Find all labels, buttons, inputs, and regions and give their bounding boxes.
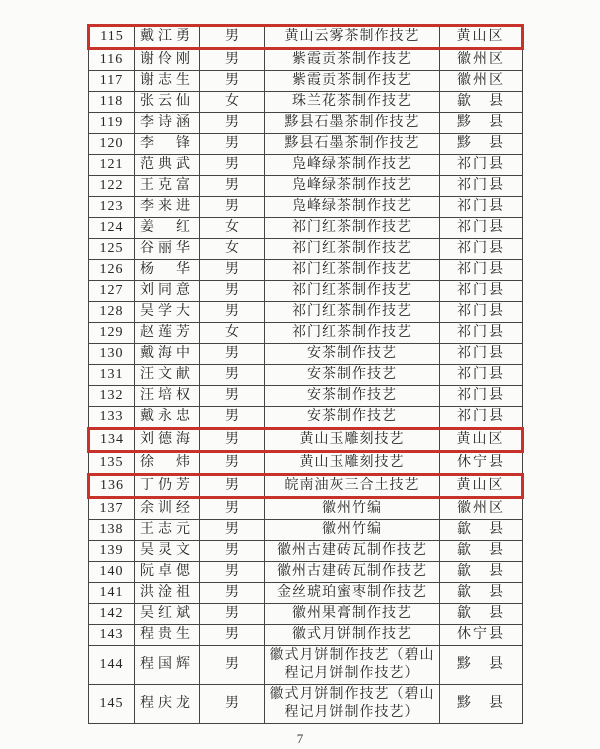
row-number-cell: 145 <box>89 685 135 724</box>
region-cell: 黟 县 <box>440 685 523 724</box>
technique-cell: 珠兰花茶制作技艺 <box>265 92 440 113</box>
table-row <box>89 323 523 344</box>
gender-cell: 男 <box>200 407 265 429</box>
region-cell: 黄山区 <box>440 475 523 498</box>
name-cell: 徐 炜 <box>135 452 200 475</box>
table-row <box>89 260 523 281</box>
gender-cell: 男 <box>200 625 265 646</box>
region-cell: 祁门县 <box>440 218 523 239</box>
region-cell: 徽州区 <box>440 498 523 520</box>
row-number-cell: 132 <box>89 386 135 407</box>
gender-cell: 男 <box>200 646 265 685</box>
technique-cell: 徽式月饼制作技艺（碧山程记月饼制作技艺） <box>265 685 440 724</box>
technique-cell: 安茶制作技艺 <box>265 365 440 386</box>
row-number-cell: 128 <box>89 302 135 323</box>
row-number-cell: 127 <box>89 281 135 302</box>
name-cell: 阮卓偲 <box>135 562 200 583</box>
row-number-cell: 140 <box>89 562 135 583</box>
row-number-cell: 144 <box>89 646 135 685</box>
gender-cell: 男 <box>200 604 265 625</box>
table-row <box>89 429 523 452</box>
table-row <box>89 452 523 475</box>
gender-cell: 男 <box>200 344 265 365</box>
gender-cell: 男 <box>200 429 265 452</box>
name-cell: 汪培权 <box>135 386 200 407</box>
table-row <box>89 583 523 604</box>
row-number-cell: 129 <box>89 323 135 344</box>
row-number-cell: 116 <box>89 49 135 71</box>
gender-cell: 男 <box>200 583 265 604</box>
table-row <box>89 625 523 646</box>
table-row <box>89 498 523 520</box>
technique-cell: 祁门红茶制作技艺 <box>265 281 440 302</box>
technique-cell: 徽州古建砖瓦制作技艺 <box>265 562 440 583</box>
row-number-cell: 126 <box>89 260 135 281</box>
technique-cell: 徽州竹编 <box>265 498 440 520</box>
technique-cell: 凫峰绿茶制作技艺 <box>265 176 440 197</box>
gender-cell: 男 <box>200 685 265 724</box>
technique-cell: 祁门红茶制作技艺 <box>265 302 440 323</box>
technique-cell: 安茶制作技艺 <box>265 407 440 429</box>
table-row <box>89 113 523 134</box>
region-cell: 祁门县 <box>440 386 523 407</box>
region-cell: 歙 县 <box>440 541 523 562</box>
gender-cell: 男 <box>200 386 265 407</box>
region-cell: 祁门县 <box>440 302 523 323</box>
table-row <box>89 26 523 49</box>
row-number-cell: 118 <box>89 92 135 113</box>
table-row <box>89 685 523 724</box>
craft-inheritors-table <box>87 24 524 724</box>
row-number-cell: 131 <box>89 365 135 386</box>
region-cell: 祁门县 <box>440 344 523 365</box>
region-cell: 黟 县 <box>440 646 523 685</box>
page-number: 7 <box>296 731 304 746</box>
gender-cell: 男 <box>200 113 265 134</box>
name-cell: 程贵生 <box>135 625 200 646</box>
region-cell: 歙 县 <box>440 520 523 541</box>
gender-cell: 男 <box>200 197 265 218</box>
table-row <box>89 218 523 239</box>
gender-cell: 男 <box>200 452 265 475</box>
technique-cell: 徽式月饼制作技艺（碧山程记月饼制作技艺） <box>265 646 440 685</box>
name-cell: 张云仙 <box>135 92 200 113</box>
row-number-cell: 125 <box>89 239 135 260</box>
name-cell: 戴永忠 <box>135 407 200 429</box>
technique-cell: 黟县石墨茶制作技艺 <box>265 134 440 155</box>
row-number-cell: 141 <box>89 583 135 604</box>
region-cell: 祁门县 <box>440 155 523 176</box>
region-cell: 黄山区 <box>440 26 523 49</box>
row-number-cell: 135 <box>89 452 135 475</box>
row-number-cell: 120 <box>89 134 135 155</box>
technique-cell: 金丝琥珀蜜枣制作技艺 <box>265 583 440 604</box>
name-cell: 余训经 <box>135 498 200 520</box>
table-row <box>89 541 523 562</box>
gender-cell: 女 <box>200 323 265 344</box>
gender-cell: 男 <box>200 176 265 197</box>
row-number-cell: 139 <box>89 541 135 562</box>
row-number-cell: 123 <box>89 197 135 218</box>
technique-cell: 徽式月饼制作技艺 <box>265 625 440 646</box>
gender-cell: 男 <box>200 260 265 281</box>
name-cell: 吴红斌 <box>135 604 200 625</box>
region-cell: 休宁县 <box>440 625 523 646</box>
technique-cell: 徽州古建砖瓦制作技艺 <box>265 541 440 562</box>
name-cell: 谷丽华 <box>135 239 200 260</box>
gender-cell: 男 <box>200 302 265 323</box>
technique-cell: 黟县石墨茶制作技艺 <box>265 113 440 134</box>
region-cell: 祁门县 <box>440 239 523 260</box>
region-cell: 祁门县 <box>440 197 523 218</box>
table-row <box>89 155 523 176</box>
technique-cell: 祁门红茶制作技艺 <box>265 239 440 260</box>
technique-cell: 祁门红茶制作技艺 <box>265 323 440 344</box>
table-row <box>89 386 523 407</box>
table-row <box>89 176 523 197</box>
name-cell: 刘同意 <box>135 281 200 302</box>
name-cell: 谢志生 <box>135 71 200 92</box>
technique-cell: 凫峰绿茶制作技艺 <box>265 155 440 176</box>
row-number-cell: 119 <box>89 113 135 134</box>
region-cell: 黄山区 <box>440 429 523 452</box>
technique-cell: 祁门红茶制作技艺 <box>265 218 440 239</box>
name-cell: 王克富 <box>135 176 200 197</box>
name-cell: 程庆龙 <box>135 685 200 724</box>
technique-cell: 徽州竹编 <box>265 520 440 541</box>
row-number-cell: 134 <box>89 429 135 452</box>
table-row <box>89 281 523 302</box>
row-number-cell: 121 <box>89 155 135 176</box>
table-row <box>89 365 523 386</box>
row-number-cell: 143 <box>89 625 135 646</box>
region-cell: 祁门县 <box>440 281 523 302</box>
table-row <box>89 71 523 92</box>
table-row <box>89 134 523 155</box>
technique-cell: 紫霞贡茶制作技艺 <box>265 49 440 71</box>
name-cell: 刘德海 <box>135 429 200 452</box>
gender-cell: 男 <box>200 281 265 302</box>
row-number-cell: 117 <box>89 71 135 92</box>
name-cell: 谢伶刚 <box>135 49 200 71</box>
table-row <box>89 344 523 365</box>
name-cell: 李 锋 <box>135 134 200 155</box>
row-number-cell: 133 <box>89 407 135 429</box>
region-cell: 歙 县 <box>440 92 523 113</box>
row-number-cell: 137 <box>89 498 135 520</box>
table-body <box>89 26 523 724</box>
gender-cell: 男 <box>200 134 265 155</box>
region-cell: 歙 县 <box>440 562 523 583</box>
row-number-cell: 136 <box>89 475 135 498</box>
region-cell: 祁门县 <box>440 176 523 197</box>
name-cell: 丁仍芳 <box>135 475 200 498</box>
name-cell: 戴海中 <box>135 344 200 365</box>
gender-cell: 女 <box>200 239 265 260</box>
name-cell: 姜 红 <box>135 218 200 239</box>
region-cell: 祁门县 <box>440 323 523 344</box>
technique-cell: 安茶制作技艺 <box>265 344 440 365</box>
table-row <box>89 302 523 323</box>
technique-cell: 黄山云雾茶制作技艺 <box>265 26 440 49</box>
region-cell: 徽州区 <box>440 71 523 92</box>
gender-cell: 男 <box>200 498 265 520</box>
region-cell: 祁门县 <box>440 260 523 281</box>
name-cell: 杨 华 <box>135 260 200 281</box>
gender-cell: 女 <box>200 92 265 113</box>
table-row <box>89 475 523 498</box>
table-row <box>89 92 523 113</box>
name-cell: 赵莲芳 <box>135 323 200 344</box>
row-number-cell: 115 <box>89 26 135 49</box>
gender-cell: 男 <box>200 520 265 541</box>
region-cell: 祁门县 <box>440 407 523 429</box>
table-row <box>89 197 523 218</box>
table-row <box>89 49 523 71</box>
table-row <box>89 646 523 685</box>
name-cell: 李来进 <box>135 197 200 218</box>
name-cell: 程国辉 <box>135 646 200 685</box>
row-number-cell: 138 <box>89 520 135 541</box>
region-cell: 祁门县 <box>440 365 523 386</box>
row-number-cell: 142 <box>89 604 135 625</box>
gender-cell: 男 <box>200 562 265 583</box>
name-cell: 李诗涵 <box>135 113 200 134</box>
name-cell: 王志元 <box>135 520 200 541</box>
gender-cell: 女 <box>200 218 265 239</box>
technique-cell: 安茶制作技艺 <box>265 386 440 407</box>
technique-cell: 祁门红茶制作技艺 <box>265 260 440 281</box>
region-cell: 徽州区 <box>440 49 523 71</box>
name-cell: 戴江勇 <box>135 26 200 49</box>
gender-cell: 男 <box>200 71 265 92</box>
technique-cell: 皖南油灰三合土技艺 <box>265 475 440 498</box>
table-row <box>89 562 523 583</box>
table-row <box>89 239 523 260</box>
gender-cell: 男 <box>200 541 265 562</box>
region-cell: 休宁县 <box>440 452 523 475</box>
technique-cell: 黄山玉雕刻技艺 <box>265 452 440 475</box>
region-cell: 黟 县 <box>440 113 523 134</box>
table-row <box>89 604 523 625</box>
region-cell: 歙 县 <box>440 583 523 604</box>
gender-cell: 男 <box>200 26 265 49</box>
technique-cell: 凫峰绿茶制作技艺 <box>265 197 440 218</box>
table-row <box>89 520 523 541</box>
name-cell: 洪淦祖 <box>135 583 200 604</box>
technique-cell: 紫霞贡茶制作技艺 <box>265 71 440 92</box>
technique-cell: 徽州果膏制作技艺 <box>265 604 440 625</box>
row-number-cell: 124 <box>89 218 135 239</box>
region-cell: 黟 县 <box>440 134 523 155</box>
name-cell: 范典武 <box>135 155 200 176</box>
technique-cell: 黄山玉雕刻技艺 <box>265 429 440 452</box>
name-cell: 吴学大 <box>135 302 200 323</box>
gender-cell: 男 <box>200 365 265 386</box>
gender-cell: 男 <box>200 475 265 498</box>
table-row <box>89 407 523 429</box>
name-cell: 汪文献 <box>135 365 200 386</box>
row-number-cell: 122 <box>89 176 135 197</box>
name-cell: 吴灵文 <box>135 541 200 562</box>
gender-cell: 男 <box>200 49 265 71</box>
row-number-cell: 130 <box>89 344 135 365</box>
gender-cell: 男 <box>200 155 265 176</box>
region-cell: 歙 县 <box>440 604 523 625</box>
